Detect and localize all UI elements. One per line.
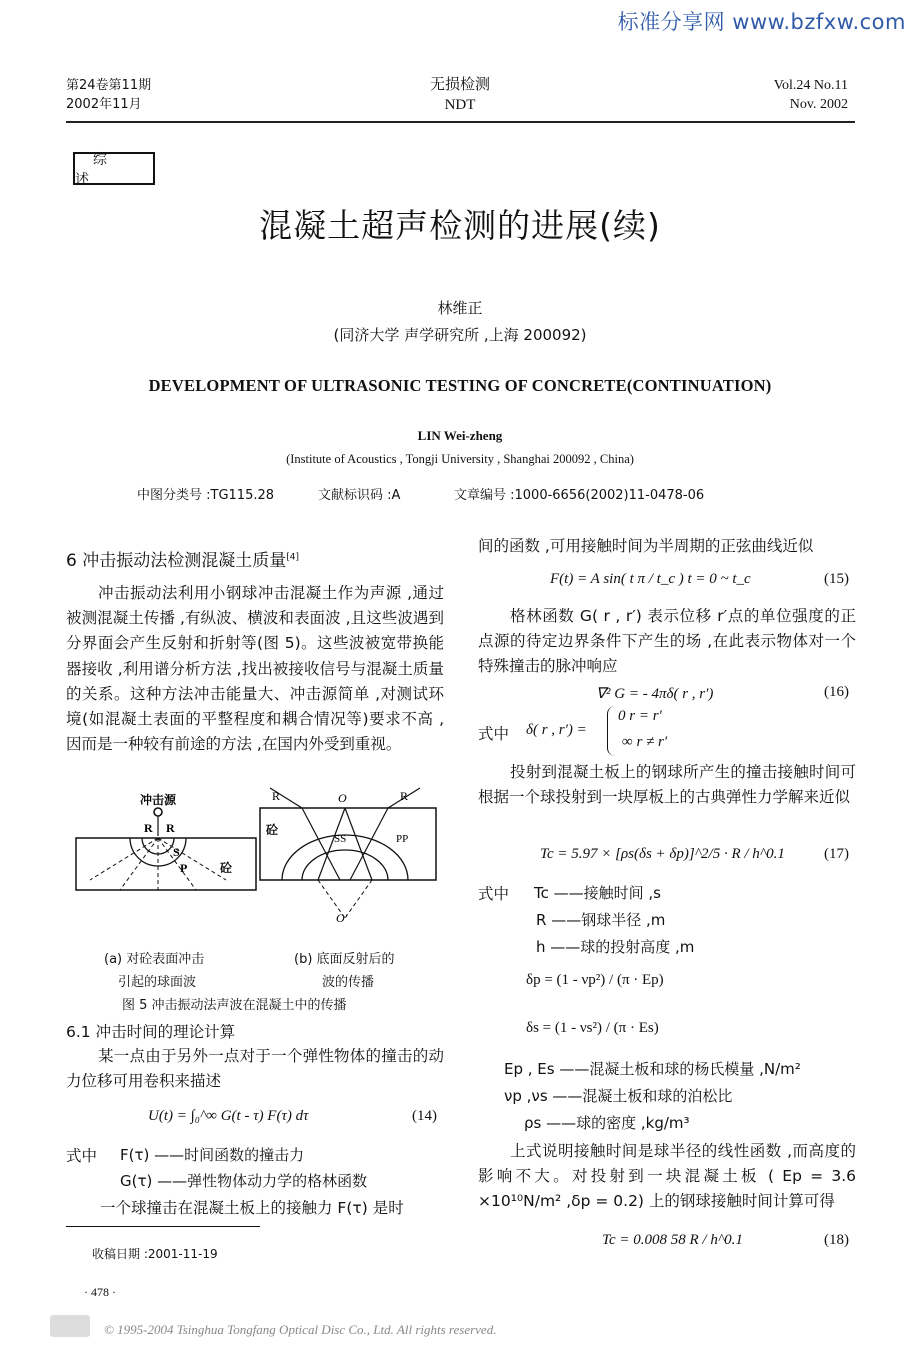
journal-volume-en [774,76,848,114]
equation-17-number: (17) [824,846,849,862]
def-nu: νp ,νs ——混凝土板和球的泊松比 [504,1087,733,1105]
def-F-tau: F(τ) ——时间函数的撞击力 [120,1146,305,1164]
delta-case-equal: 0 r = r′ [618,708,662,724]
concrete-block-b [260,808,436,880]
section-box: 综 述 [73,152,155,185]
paragraph-convolution: 某一点由于另外一点对于一个弹性物体的撞击的动力位移可用卷积来描述 [66,1047,444,1091]
title-en: DEVELOPMENT OF ULTRASONIC TESTING OF CONCRETE(CONTINUATION) [148,376,772,395]
label-R4: R [400,789,409,803]
delta-definition: δ( r , r′) = [526,722,587,738]
publisher-logo [50,1315,90,1337]
figure-5-diagram [70,786,442,924]
def-G-tau: G(τ) ——弹性物体动力学的格林函数 [120,1172,368,1190]
reference-mark: [4] [286,552,299,563]
equation-14-number: (14) [412,1108,437,1124]
label-R3: R [272,789,281,803]
caption-b-line1: (b) 底面反射后的 [294,952,395,967]
received-date: 收稿日期 :2001-11-19 [92,1247,218,1261]
article-number: 文章编号 :1000-6656(2002)11-0478-06 [454,488,705,503]
def-rho: ρs ——球的密度 ,kg/m³ [524,1114,690,1132]
paragraph-linear-function: 上式说明接触时间是球半径的线性函数 ,而高度的影响不大。对投射到一块混凝土板 ( Ep = 3.6 ×10¹⁰N/m² ,δp = 0.2) 上的钢球接触时间计算可得 [478,1142,856,1211]
equation-15: F(t) = A sin( t π / t_c ) t = 0 ~ t_c [550,571,751,587]
figure-5-caption: 图 5 冲击振动法声波在混凝土中的传播 [122,998,347,1013]
label-O-prime: O' [336,911,348,924]
subsection-6-1: 6.1 冲击时间的理论计算 [66,1023,236,1041]
paragraph-contact-force: 一个球撞击在混凝土板上的接触力 F(τ) 是时 [100,1199,404,1217]
affiliation-cn: (同济大学 声学研究所 ,上海 200092) [333,326,587,344]
label-R2: R [166,821,175,835]
volume-issue: 第24卷第11期 [66,78,152,93]
equation-18: Tc = 0.008 58 R / h^0.1 [602,1232,743,1248]
page-title: 混凝土超声检测的进展(续) [259,206,661,245]
doc-code: 文献标识码 :A [318,488,401,503]
caption-a-line1: (a) 对砼表面冲击 [104,952,205,967]
author-en: LIN Wei-zheng [417,428,503,443]
where-label-3: 式中 [478,885,510,903]
label-P: P [180,861,188,875]
equation-16: ∇² G = - 4πδ( r , r′) [596,686,714,702]
label-R1: R [144,821,153,835]
equation-14: U(t) = ∫₀^∞ G(t - τ) F(τ) dτ [148,1108,309,1124]
affiliation-en: (Institute of Acoustics , Tongji University , Shanghai 200092 , China) [286,452,634,466]
label-PP: PP [396,833,409,845]
page-number: · 478 · [84,1285,116,1299]
caption-a-line2: 引起的球面波 [118,975,197,990]
equation-17: Tc = 5.97 × [ρs(δs + δp)]^2/5 · R / h^0.1 [540,846,785,862]
equation-16-number: (16) [824,684,849,700]
def-Tc: Tc ——接触时间 ,s [534,884,661,902]
label-impact-source: 冲击源 [140,793,177,807]
paragraph-contact-time: 投射到混凝土板上的钢球所产生的撞击接触时间可根据一个球投射到一块厚板上的古典弹性力学解来近似 [478,763,856,807]
def-h: h ——球的投射高度 ,m [536,938,695,956]
issue-date: 2002年11月 [66,97,142,112]
equation-15-number: (15) [824,571,849,587]
volume-en: Vol.24 No.11 [773,78,848,93]
delta-case-notequal: ∞ r ≠ r′ [622,734,668,750]
label-O: O [338,791,347,805]
where-label-2: 式中 [478,725,510,743]
journal-name-cn: 无损检测 [429,75,490,93]
brace [607,706,616,756]
equation-18-number: (18) [824,1232,849,1248]
ball-source [154,808,162,816]
author-cn: 林维正 [437,299,483,317]
header-rule [66,121,855,123]
journal-name-en: NDT [444,97,476,113]
def-R: R ——钢球半径 ,m [536,911,666,929]
def-Ep-Es: Ep , Es ——混凝土板和球的杨氏模量 ,N/m² [504,1060,801,1078]
footnote-rule [66,1226,260,1227]
paragraph-sine-approx: 间的函数 ,可用接触时间为半周期的正弦曲线近似 [478,537,814,555]
label-S: S [173,845,180,859]
caption-b-line2: 波的传播 [322,975,375,990]
copyright-notice: © 1995-2004 Tsinghua Tongfang Optical Disc Co., Ltd. All rights reserved. [104,1322,497,1337]
date-en: Nov. 2002 [789,97,848,112]
label-concrete-b: 砼 [266,823,279,837]
where-label-1: 式中 [66,1147,98,1165]
delta-s-formula: δs = (1 - νs²) / (π · Es) [526,1020,659,1036]
paragraph-green-function: 格林函数 G( r , r′) 表示位移 r′点的单位强度的正点源的待定边界条件下产生的场 ,在此表示物体对一个特殊撞击的脉冲响应 [478,607,856,676]
clc-number: 中图分类号 :TG115.28 [137,488,275,503]
site-watermark: 标准分享网 www.bzfxw.com [617,10,906,34]
section-6-title: 6 冲击振动法检测混凝土质量 [66,551,287,571]
section-heading-6 [66,546,299,571]
delta-p-formula: δp = (1 - νp²) / (π · Ep) [526,972,664,988]
paragraph-impact-method: 冲击振动法利用小钢球冲击混凝土作为声源 ,通过被测混凝土传播 ,有纵波、横波和表面波 ,且这些波遇到分界面会产生反射和折射等(图 5)。这些波被宽带换能器接收 ,利用谱分析方法 ,找出被接收信号与混凝土质量的关系。这种方法冲击能量大、冲击源简单 ,对测试环境(如混凝土表面的平整程度和耦合情况等)要求不高 ,因而是一种较有前途的方法 ,在国内外受到重视。 [66,584,444,754]
label-SS: SS [334,833,347,845]
label-concrete-a: 砼 [220,861,233,875]
